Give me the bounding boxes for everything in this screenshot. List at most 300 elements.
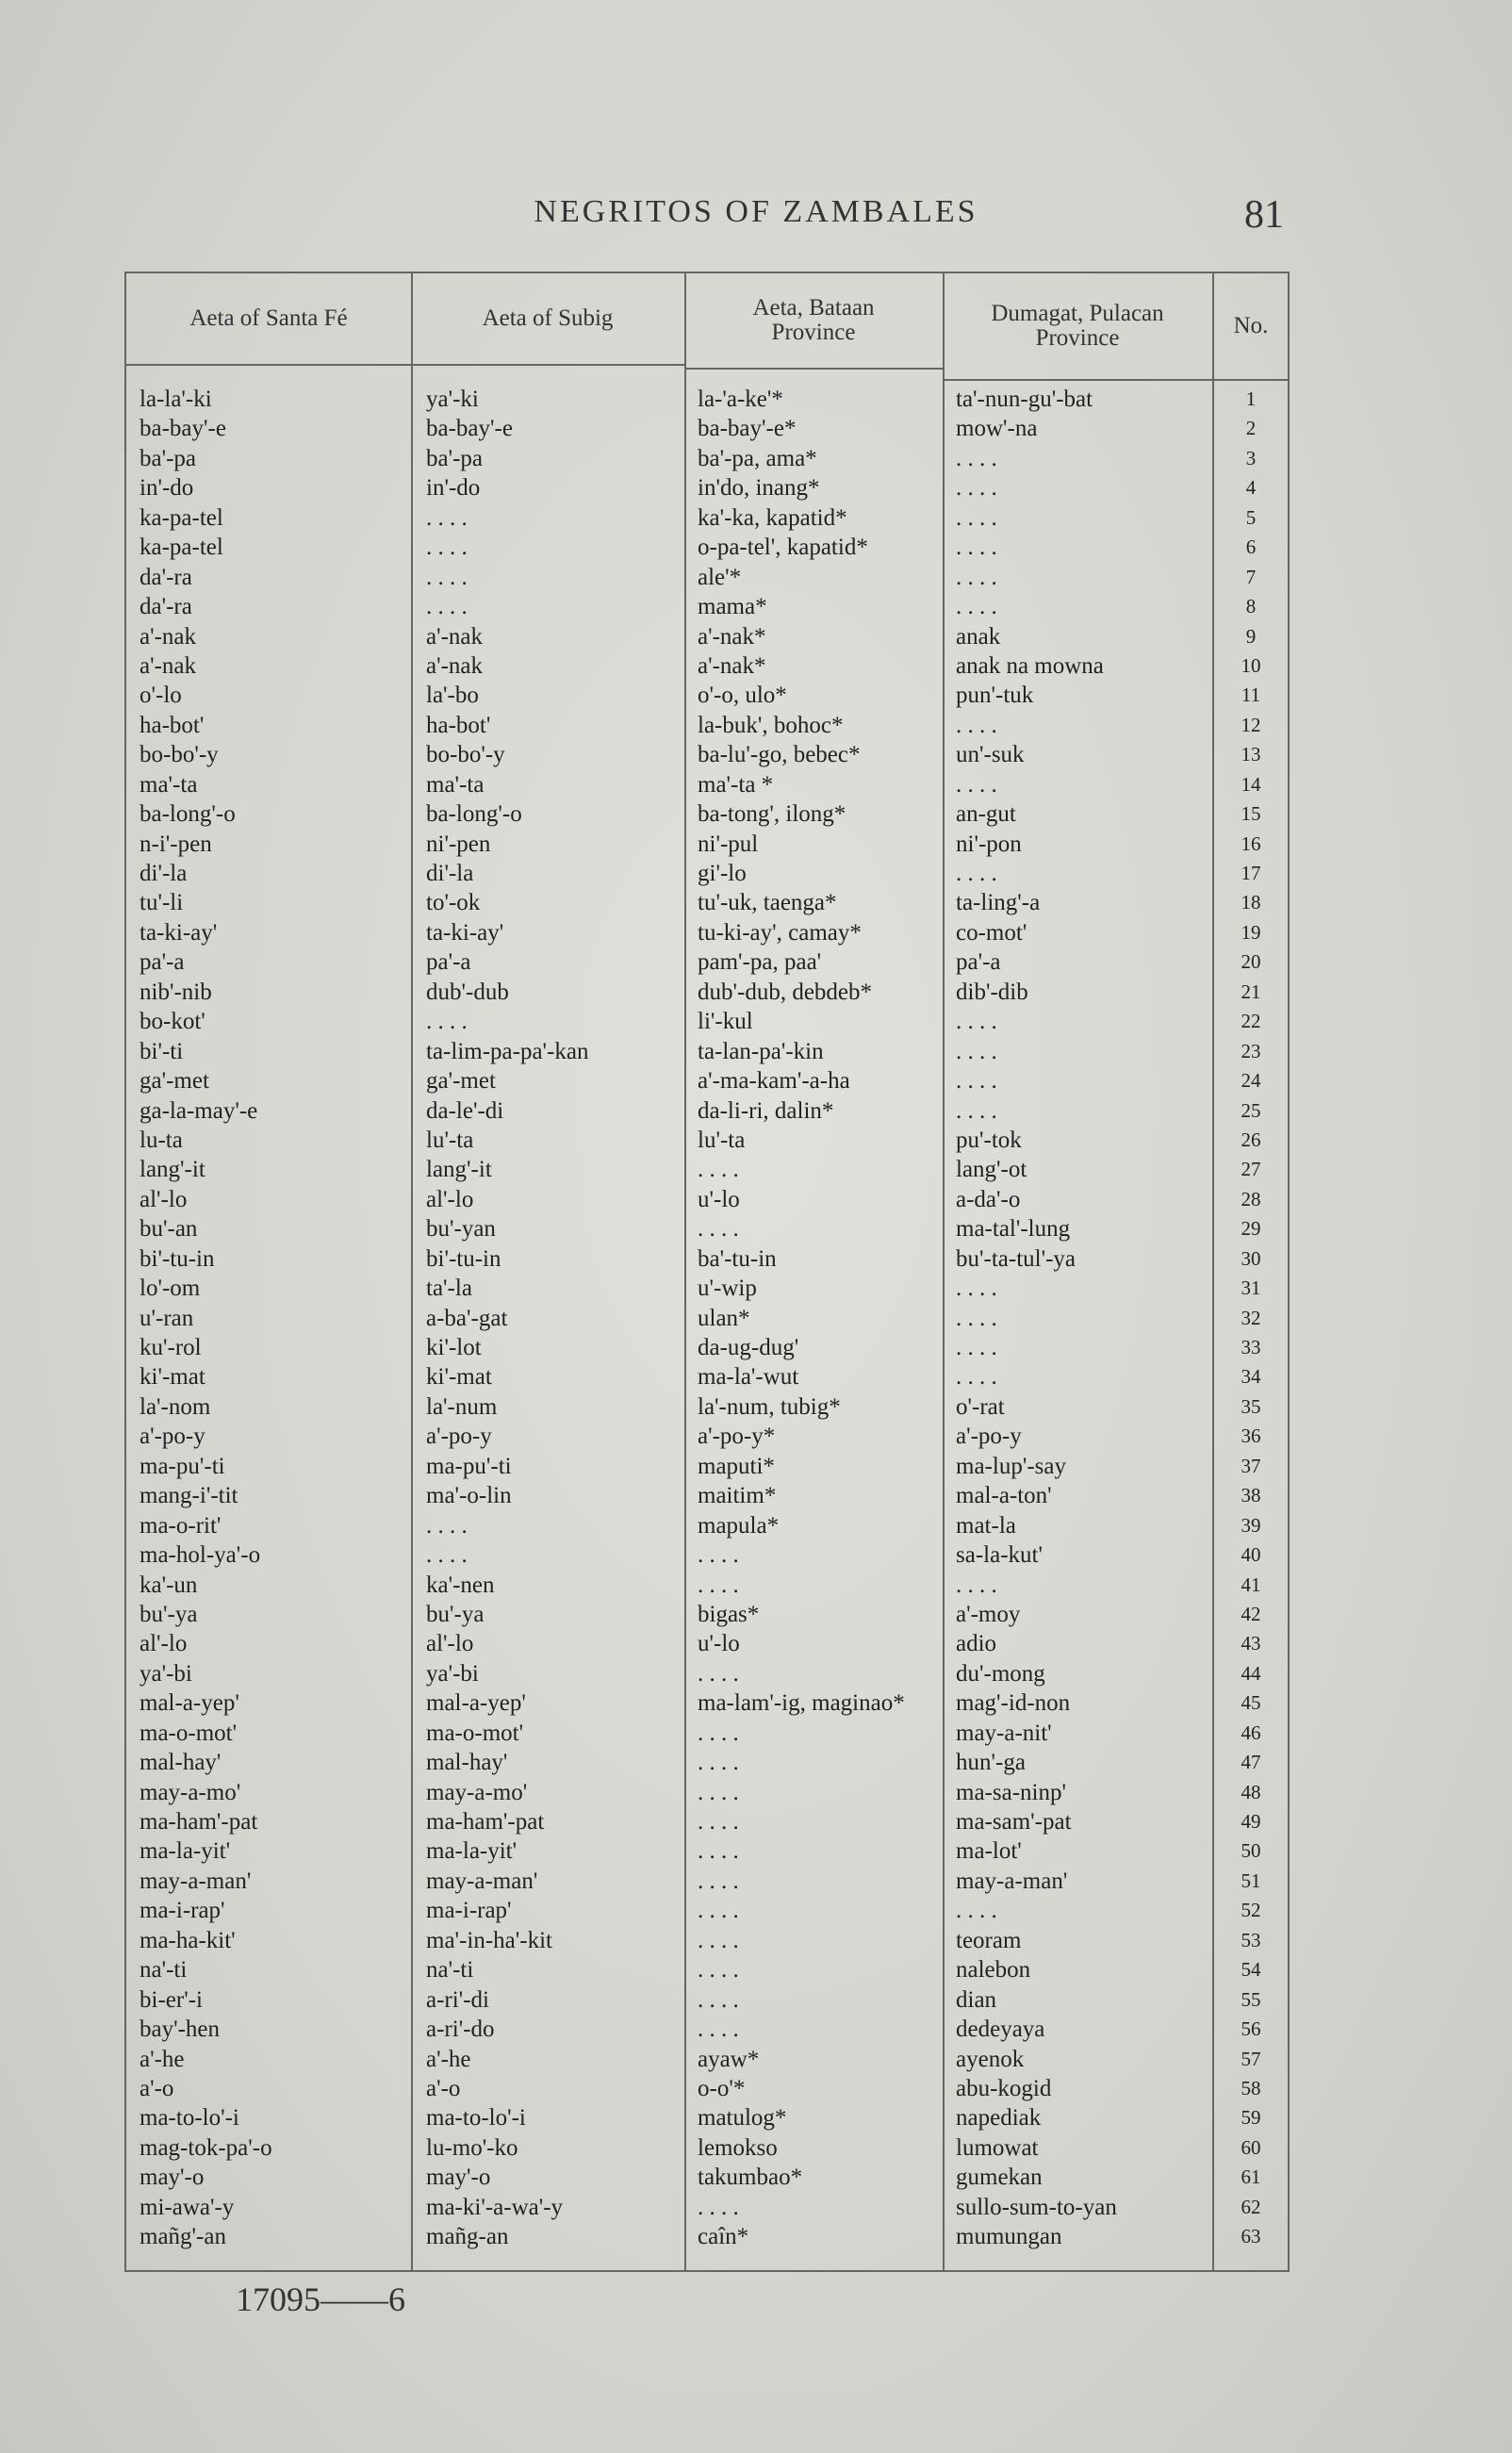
table-cell: . . . . xyxy=(956,535,997,561)
table-cell: du'-mong xyxy=(956,1660,1045,1687)
table-cell: ni'-pon xyxy=(956,831,1022,857)
table-cell: . . . . xyxy=(956,771,997,798)
table-cell: 6 xyxy=(1245,535,1257,559)
table-cell: anak xyxy=(956,623,1001,650)
table-cell: di'-la xyxy=(426,861,474,886)
table-cell: ma-to-lo'-i xyxy=(140,2105,239,2132)
table-cell: dedeyaya xyxy=(956,2017,1045,2043)
table-cell: mal-hay' xyxy=(140,1750,222,1776)
table-cell: 4 xyxy=(1245,476,1257,500)
table-cell: ta-ling'-a xyxy=(956,890,1041,916)
table-cell: mag'-id-non xyxy=(956,1690,1071,1717)
table-cell: mi-awa'-y xyxy=(140,2194,235,2220)
table-cell: a'-nak xyxy=(140,652,197,679)
table-cell: 47 xyxy=(1241,1751,1261,1774)
table-cell: mag-tok-pa'-o xyxy=(140,2134,272,2161)
table-cell: pa'-a xyxy=(426,949,471,976)
table-cell: bu'-an xyxy=(140,1216,198,1243)
table-cell: ta'-nun-gu'-bat xyxy=(956,387,1093,412)
table-cell: mat-la xyxy=(956,1512,1016,1539)
table-cell: ma-la-yit' xyxy=(426,1838,518,1865)
footer-signature: 17095——6 xyxy=(236,2280,405,2318)
table-cell: lu-ta xyxy=(140,1127,183,1153)
table-cell: . . . . xyxy=(956,1009,997,1035)
table-cell: 14 xyxy=(1241,772,1261,796)
table-cell: . . . . xyxy=(698,1986,739,2013)
table-cell: . . . . xyxy=(698,1216,739,1243)
table-cell: al'-lo xyxy=(426,1186,474,1212)
table-cell: mañg-an xyxy=(426,2224,509,2250)
header-rule xyxy=(411,364,684,366)
table-cell: 61 xyxy=(1241,2165,1261,2189)
table-cell: la-buk', bohoc* xyxy=(698,712,844,738)
column-header-santa-fe: Aeta of Santa Fé xyxy=(189,305,348,331)
table-cell: . . . . xyxy=(698,1809,739,1835)
table-cell: lu-mo'-ko xyxy=(426,2134,518,2161)
table-cell: ale'* xyxy=(698,564,742,590)
table-cell: da'-ra xyxy=(140,594,192,620)
table-cell: gumekan xyxy=(956,2165,1043,2191)
table-cell: ku'-rol xyxy=(140,1335,202,1360)
table-cell: caîn* xyxy=(698,2224,749,2250)
table-cell: al'-lo xyxy=(140,1186,188,1212)
table-cell: . . . . xyxy=(698,2194,739,2220)
table-cell: may-a-man' xyxy=(140,1868,252,1894)
table-cell: 31 xyxy=(1241,1276,1261,1300)
table-cell: 53 xyxy=(1241,1928,1261,1951)
table-cell: ma-o-mot' xyxy=(426,1720,524,1746)
table-cell: . . . . xyxy=(698,1838,739,1865)
table-cell: ya'-bi xyxy=(426,1660,479,1687)
table-cell: ma-pu'-ti xyxy=(426,1453,512,1479)
table-cell: bu'-ya xyxy=(426,1601,485,1627)
table-cell: ta-ki-ay' xyxy=(140,919,218,946)
table-cell: lo'-om xyxy=(140,1276,201,1302)
table-cell: la-la'-ki xyxy=(140,387,212,412)
table-cell: a'-nak* xyxy=(698,623,766,650)
table-cell: ma-hol-ya'-o xyxy=(140,1542,261,1569)
table-cell: da-li-ri, dalin* xyxy=(698,1097,834,1124)
table-cell: la-'a-ke'* xyxy=(698,387,783,412)
table-cell: bay'-hen xyxy=(140,2017,221,2043)
table-cell: co-mot' xyxy=(956,919,1027,946)
table-cell: 48 xyxy=(1241,1780,1261,1803)
table-cell: in'-do xyxy=(140,475,194,502)
table-cell: 52 xyxy=(1241,1899,1261,1922)
table-cell: bi-er'-i xyxy=(140,1986,203,2013)
table-cell: adio xyxy=(956,1631,997,1657)
table-cell: in'do, inang* xyxy=(698,475,820,502)
table-cell: mañg'-an xyxy=(140,2224,226,2250)
table-cell: a'-po-y* xyxy=(698,1424,776,1450)
table-cell: . . . . xyxy=(956,564,997,590)
table-cell: 34 xyxy=(1241,1365,1261,1389)
table-cell: al'-lo xyxy=(140,1631,188,1657)
table-cell: ni'-pul xyxy=(698,831,759,857)
table-cell: ki'-lot xyxy=(426,1335,482,1360)
table-cell: ta-lan-pa'-kin xyxy=(698,1038,824,1064)
table-cell: mow'-na xyxy=(956,416,1038,442)
table-cell: ma-ha-kit' xyxy=(140,1927,236,1953)
table-cell: . . . . xyxy=(956,1068,997,1095)
table-cell: . . . . xyxy=(698,1779,739,1805)
table-cell: 21 xyxy=(1241,980,1261,1003)
table-cell: mama* xyxy=(698,594,767,620)
column-header-number: No. xyxy=(1233,313,1269,338)
table-cell: pa'-a xyxy=(140,949,185,976)
table-cell: ba-long'-o xyxy=(426,801,522,828)
table-cell: mal-a-ton' xyxy=(956,1483,1052,1509)
page-header-title: NEGRITOS OF ZAMBALES xyxy=(534,194,978,229)
header-rule xyxy=(684,368,943,370)
table-cell: sullo-sum-to-yan xyxy=(956,2194,1117,2220)
table-cell: hun'-ga xyxy=(956,1750,1026,1776)
table-cell: takumbao* xyxy=(698,2165,803,2191)
table-cell: ma-tal'-lung xyxy=(956,1216,1071,1243)
table-cell: ma-ham'-pat xyxy=(140,1809,258,1835)
table-cell: . . . . xyxy=(698,1898,739,1924)
table-cell: may-a-mo' xyxy=(140,1779,241,1805)
table-cell: o'-lo xyxy=(140,683,182,709)
table-cell: 54 xyxy=(1241,1958,1261,1982)
column-subig xyxy=(426,385,682,2252)
table-cell: . . . . xyxy=(698,1750,739,1776)
table-cell: 5 xyxy=(1245,505,1257,529)
table-cell: tu'-uk, taenga* xyxy=(698,890,837,916)
table-cell: may-a-man' xyxy=(956,1868,1068,1894)
table-cell: ki'-mat xyxy=(426,1364,492,1391)
column-header-bataan: Aeta, Bataan Province xyxy=(752,295,875,345)
table-cell: ma'-ta xyxy=(140,771,198,798)
table-cell: 46 xyxy=(1241,1720,1261,1744)
table-cell: 22 xyxy=(1241,1010,1261,1033)
table-cell: lumowat xyxy=(956,2134,1039,2161)
table-cell: . . . . xyxy=(698,1542,739,1569)
table-cell: a'-moy xyxy=(956,1601,1021,1627)
table-cell: 12 xyxy=(1241,713,1261,736)
table-cell: 44 xyxy=(1241,1661,1261,1685)
table-cell: u'-wip xyxy=(698,1276,757,1302)
table-cell: 57 xyxy=(1241,2047,1261,2070)
table-cell: 38 xyxy=(1241,1484,1261,1507)
table-cell: mal-hay' xyxy=(426,1750,508,1776)
table-cell: la'-bo xyxy=(426,683,479,709)
table-cell: di'-la xyxy=(140,861,188,886)
table-cell: pu'-tok xyxy=(956,1127,1022,1153)
table-cell: . . . . xyxy=(698,1927,739,1953)
table-cell: o'-rat xyxy=(956,1393,1005,1420)
table-cell: 28 xyxy=(1241,1187,1261,1210)
table-cell: . . . . xyxy=(956,1305,997,1331)
table-cell: 27 xyxy=(1241,1158,1261,1181)
table-cell: tu-ki-ay', camay* xyxy=(698,919,862,946)
table-cell: a'-po-y xyxy=(426,1424,492,1450)
table-cell: . . . . xyxy=(698,1572,739,1598)
table-cell: u'-lo xyxy=(698,1631,740,1657)
table-cell: mal-a-yep' xyxy=(426,1690,526,1717)
table-cell: . . . . xyxy=(956,1038,997,1064)
table-cell: . . . . xyxy=(956,475,997,502)
table-cell: nalebon xyxy=(956,1957,1031,1984)
table-cell: ta-lim-pa-pa'-kan xyxy=(426,1038,589,1064)
table-cell: bu'-ya xyxy=(140,1601,198,1627)
table-cell: may-a-man' xyxy=(426,1868,538,1894)
table-cell: ma-i-rap' xyxy=(426,1898,512,1924)
table-cell: a'-he xyxy=(426,2046,471,2072)
table-cell: . . . . xyxy=(698,1157,739,1183)
table-cell: . . . . xyxy=(956,1276,997,1302)
table-cell: . . . . xyxy=(426,564,468,590)
table-cell: 20 xyxy=(1241,950,1261,974)
table-cell: to'-ok xyxy=(426,890,481,916)
header-rule xyxy=(126,364,411,366)
table-cell: in'-do xyxy=(426,475,481,502)
table-cell: da-le'-di xyxy=(426,1097,504,1124)
table-cell: ga-la-may'-e xyxy=(140,1097,258,1124)
table-cell: la'-nom xyxy=(140,1393,211,1420)
table-cell: . . . . xyxy=(956,504,997,531)
table-cell: 39 xyxy=(1241,1513,1261,1537)
table-cell: 50 xyxy=(1241,1839,1261,1863)
table-cell: bigas* xyxy=(698,1601,760,1627)
table-cell: lang'-it xyxy=(426,1157,492,1183)
table-cell: 43 xyxy=(1241,1632,1261,1655)
table-cell: . . . . xyxy=(956,1364,997,1391)
table-cell: . . . . xyxy=(956,445,997,471)
table-cell: a-ri'-di xyxy=(426,1986,489,2013)
table-cell: lu'-ta xyxy=(426,1127,474,1153)
table-cell: al'-lo xyxy=(426,1631,474,1657)
table-cell: teoram xyxy=(956,1927,1022,1953)
table-cell: 36 xyxy=(1241,1424,1261,1448)
table-cell: ma'-in-ha'-kit xyxy=(426,1927,552,1953)
table-cell: ba'-pa xyxy=(426,445,484,471)
table-cell: bi'-tu-in xyxy=(140,1245,215,1272)
table-cell: mang-i'-tit xyxy=(140,1483,238,1509)
table-cell: 37 xyxy=(1241,1454,1261,1477)
table-cell: ma-la-yit' xyxy=(140,1838,231,1865)
table-cell: a'-nak xyxy=(140,623,197,650)
table-cell: ba-bay'-e xyxy=(140,416,226,442)
table-cell: . . . . xyxy=(956,1572,997,1598)
column-header-bulacan: Dumagat, Pulacan Province xyxy=(991,301,1164,351)
table-cell: 3 xyxy=(1245,446,1257,469)
table-cell: a-ri'-do xyxy=(426,2017,495,2043)
table-cell: may'-o xyxy=(426,2165,491,2191)
table-cell: maputi* xyxy=(698,1453,775,1479)
table-cell: ba'-tu-in xyxy=(698,1245,777,1272)
table-cell: . . . . xyxy=(698,1957,739,1984)
header-rule xyxy=(943,379,1212,381)
table-cell: 58 xyxy=(1241,2076,1261,2099)
table-cell: a'-o xyxy=(426,2075,461,2101)
table-cell: . . . . xyxy=(956,861,997,886)
table-cell: bu'-yan xyxy=(426,1216,496,1243)
table-cell: ya'-ki xyxy=(426,387,479,412)
table-cell: 7 xyxy=(1245,565,1257,588)
table-cell: ma-pu'-ti xyxy=(140,1453,225,1479)
table-cell: lang'-ot xyxy=(956,1157,1027,1183)
column-divider xyxy=(684,273,686,2270)
table-cell: na'-ti xyxy=(140,1957,188,1984)
table-cell: 42 xyxy=(1241,1602,1261,1625)
table-cell: ma'-o-lin xyxy=(426,1483,512,1509)
column-bulacan xyxy=(956,385,1210,2252)
table-cell: o'-o, ulo* xyxy=(698,683,787,709)
table-cell: bu'-ta-tul'-ya xyxy=(956,1245,1076,1272)
table-cell: dib'-dib xyxy=(956,979,1028,1005)
table-cell: 29 xyxy=(1241,1217,1261,1241)
table-cell: ka-pa-tel xyxy=(140,504,223,531)
table-cell: a-da'-o xyxy=(956,1186,1021,1212)
table-cell: . . . . xyxy=(698,1868,739,1894)
table-cell: 35 xyxy=(1241,1394,1261,1418)
table-cell: 24 xyxy=(1241,1069,1261,1093)
table-cell: 62 xyxy=(1241,2195,1261,2218)
table-cell: a'-ma-kam'-a-ha xyxy=(698,1068,850,1095)
table-cell: pun'-tuk xyxy=(956,683,1034,709)
table-cell: a'-nak xyxy=(426,623,484,650)
table-cell: bo-bo'-y xyxy=(140,742,219,768)
table-cell: napediak xyxy=(956,2105,1042,2132)
table-cell: 51 xyxy=(1241,1869,1261,1892)
table-cell: bo-kot' xyxy=(140,1009,205,1035)
table-cell: ki'-mat xyxy=(140,1364,205,1391)
table-cell: ma-sa-ninp' xyxy=(956,1779,1066,1805)
table-cell: ma-ham'-pat xyxy=(426,1809,545,1835)
table-cell: ba-tong', ilong* xyxy=(698,801,846,828)
table-cell: 1 xyxy=(1245,387,1257,410)
table-cell: mapula* xyxy=(698,1512,780,1539)
table-cell: a'-po-y xyxy=(956,1424,1022,1450)
table-cell: ma-lot' xyxy=(956,1838,1022,1865)
table-cell: bi'-tu-in xyxy=(426,1245,501,1272)
table-cell: o-pa-tel', kapatid* xyxy=(698,535,868,561)
table-cell: 11 xyxy=(1241,683,1261,707)
table-cell: ha-bot' xyxy=(426,712,491,738)
table-cell: un'-suk xyxy=(956,742,1025,768)
table-cell: ka'-un xyxy=(140,1572,198,1598)
table-cell: ma-la'-wut xyxy=(698,1364,799,1391)
table-cell: 60 xyxy=(1241,2135,1261,2159)
table-cell: lemokso xyxy=(698,2134,778,2161)
table-cell: abu-kogid xyxy=(956,2075,1052,2101)
table-cell: dub'-dub, debdeb* xyxy=(698,979,873,1005)
header-rule xyxy=(1212,379,1290,381)
table-cell: lu'-ta xyxy=(698,1127,746,1153)
table-cell: ba-long'-o xyxy=(140,801,236,828)
table-cell: . . . . xyxy=(698,1660,739,1687)
table-cell: . . . . xyxy=(698,2017,739,2043)
table-cell: 33 xyxy=(1241,1336,1261,1358)
column-number xyxy=(1212,385,1290,2252)
table-cell: ha-bot' xyxy=(140,712,205,738)
table-cell: 40 xyxy=(1241,1543,1261,1567)
table-cell: mal-a-yep' xyxy=(140,1690,239,1717)
table-cell: . . . . xyxy=(956,712,997,738)
table-cell: 9 xyxy=(1245,624,1257,648)
table-cell: ga'-met xyxy=(426,1068,496,1095)
table-cell: da-ug-dug' xyxy=(698,1335,799,1360)
table-cell: u'-lo xyxy=(698,1186,740,1212)
table-cell: gi'-lo xyxy=(698,861,747,886)
table-cell: 16 xyxy=(1241,831,1261,855)
table-cell: a'-po-y xyxy=(140,1424,205,1450)
table-cell: la'-num, tubig* xyxy=(698,1393,841,1420)
table-cell: 8 xyxy=(1245,595,1257,618)
table-cell: ba-lu'-go, bebec* xyxy=(698,742,861,768)
table-cell: ba-bay'-e xyxy=(426,416,513,442)
table-cell: na'-ti xyxy=(426,1957,474,1984)
table-cell: ma-lam'-ig, maginao* xyxy=(698,1690,905,1717)
table-cell: . . . . xyxy=(426,504,468,531)
table-cell: 15 xyxy=(1241,802,1261,826)
table-cell: lang'-it xyxy=(140,1157,205,1183)
table-cell: li'-kul xyxy=(698,1009,753,1035)
table-cell: dian xyxy=(956,1986,997,2013)
table-cell: ba'-pa, ama* xyxy=(698,445,817,471)
table-cell: bi'-ti xyxy=(140,1038,184,1064)
table-cell: a-ba'-gat xyxy=(426,1305,508,1331)
table-cell: . . . . xyxy=(956,1898,997,1924)
table-cell: ka'-ka, kapatid* xyxy=(698,504,847,531)
table-cell: ta'-la xyxy=(426,1276,472,1302)
table-cell: dub'-dub xyxy=(426,979,509,1005)
column-santa-fe xyxy=(140,385,407,2252)
table-cell: pam'-pa, paa' xyxy=(698,949,822,976)
table-cell: la'-num xyxy=(426,1393,498,1420)
table-cell: 41 xyxy=(1241,1572,1261,1596)
table-cell: u'-ran xyxy=(140,1305,194,1331)
table-cell: tu'-li xyxy=(140,890,184,916)
table-cell: 25 xyxy=(1241,1098,1261,1122)
table-cell: ma-o-rit' xyxy=(140,1512,222,1539)
table-cell: sa-la-kut' xyxy=(956,1542,1043,1569)
table-cell: . . . . xyxy=(956,1097,997,1124)
table-cell: a'-nak* xyxy=(698,652,766,679)
column-header-subig: Aeta of Subig xyxy=(482,305,614,331)
table-cell: . . . . xyxy=(426,1542,468,1569)
table-cell: ma'-ta xyxy=(426,771,485,798)
table-cell: ba'-pa xyxy=(140,445,197,471)
table-cell: ya'-bi xyxy=(140,1660,192,1687)
table-cell: ulan* xyxy=(698,1305,750,1331)
column-divider xyxy=(411,273,413,2270)
table-cell: pa'-a xyxy=(956,949,1001,976)
table-cell: 26 xyxy=(1241,1128,1261,1151)
table-cell: ma-lup'-say xyxy=(956,1453,1066,1479)
table-cell: ma-o-mot' xyxy=(140,1720,238,1746)
table-cell: 56 xyxy=(1241,2017,1261,2041)
table-cell: ma-ki'-a-wa'-y xyxy=(426,2194,564,2220)
table-cell: matulog* xyxy=(698,2105,787,2132)
table-cell: ayenok xyxy=(956,2046,1025,2072)
table-cell: 17 xyxy=(1241,862,1261,884)
table-cell: a'-nak xyxy=(426,652,484,679)
table-cell: 59 xyxy=(1241,2106,1261,2130)
table-cell: 45 xyxy=(1241,1691,1261,1715)
table-cell: . . . . xyxy=(426,535,468,561)
column-bataan xyxy=(698,385,941,2252)
table-cell: . . . . xyxy=(956,594,997,620)
table-cell: ma-sam'-pat xyxy=(956,1809,1072,1835)
table-cell: ma'-ta * xyxy=(698,771,774,798)
table-cell: ka'-nen xyxy=(426,1572,495,1598)
table-cell: 13 xyxy=(1241,743,1261,766)
table-cell: maitim* xyxy=(698,1483,777,1509)
column-divider xyxy=(943,273,945,2270)
table-cell: 63 xyxy=(1241,2225,1261,2248)
